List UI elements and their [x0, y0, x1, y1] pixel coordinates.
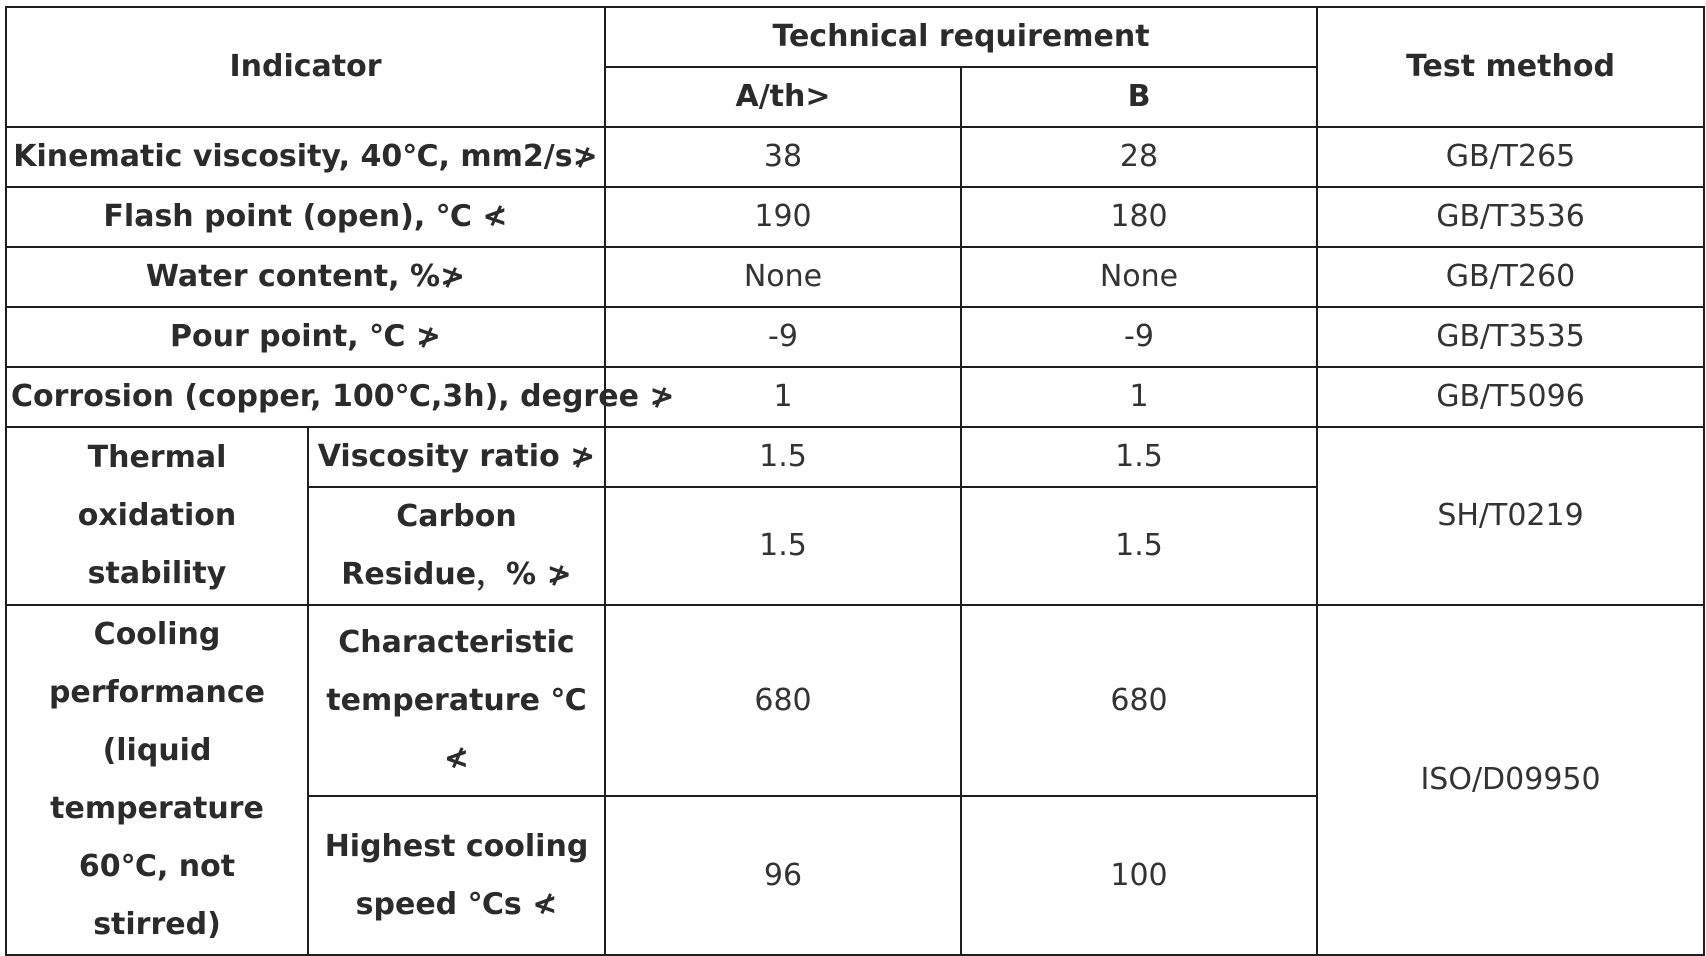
thermal-test-method: SH/T0219 [1317, 427, 1704, 605]
table-row [6, 605, 1704, 796]
row-value-b: 1 [961, 367, 1317, 427]
row-indicator: Pour point, ℃ ≯ [6, 307, 605, 367]
header-col-b: B [961, 67, 1317, 127]
cooling-value-a: 680 [605, 605, 961, 796]
row-value-a: -9 [605, 307, 961, 367]
row-test-method: GB/T5096 [1317, 367, 1704, 427]
header-test-method: Test method [1317, 7, 1704, 127]
row-value-a: None [605, 247, 961, 307]
row-value-b: -9 [961, 307, 1317, 367]
row-test-method: GB/T260 [1317, 247, 1704, 307]
row-test-method: GB/T265 [1317, 127, 1704, 187]
header-technical-requirement: Technical requirement [605, 7, 1317, 67]
row-value-a: 38 [605, 127, 961, 187]
table-row [6, 427, 1704, 487]
row-test-method: GB/T3536 [1317, 187, 1704, 247]
thermal-value-b: 1.5 [961, 427, 1317, 487]
header-indicator: Indicator [6, 7, 605, 127]
row-value-b: None [961, 247, 1317, 307]
row-value-b: 180 [961, 187, 1317, 247]
table-row [6, 187, 1704, 247]
thermal-sub-label: Carbon Residue，% ≯ [308, 487, 605, 605]
cooling-sub-label: Highest cooling speed ℃s ≮ [308, 796, 605, 955]
header-row-1 [6, 7, 1704, 67]
row-indicator: Flash point (open), ℃ ≮ [6, 187, 605, 247]
row-test-method: GB/T3535 [1317, 307, 1704, 367]
cooling-value-b: 680 [961, 605, 1317, 796]
cooling-sub-label: Characteristic temperature ℃ ≮ [308, 605, 605, 796]
thermal-value-b: 1.5 [961, 487, 1317, 605]
cooling-value-b: 100 [961, 796, 1317, 955]
thermal-value-a: 1.5 [605, 487, 961, 605]
row-indicator: Corrosion (copper, 100℃,3h), degree ≯ [6, 367, 605, 427]
thermal-group-label: Thermal oxidation stability [6, 427, 308, 605]
thermal-value-a: 1.5 [605, 427, 961, 487]
thermal-sub-label: Viscosity ratio ≯ [308, 427, 605, 487]
header-col-a: A/th> [605, 67, 961, 127]
table-row [6, 307, 1704, 367]
row-value-a: 1 [605, 367, 961, 427]
table-row [6, 127, 1704, 187]
table-row [6, 367, 1704, 427]
cooling-test-method: ISO/D09950 [1317, 605, 1704, 955]
row-indicator: Water content, %≯ [6, 247, 605, 307]
row-value-a: 190 [605, 187, 961, 247]
spec-table [5, 6, 1705, 956]
row-indicator: Kinematic viscosity, 40℃, mm2/s≯ [6, 127, 605, 187]
row-value-b: 28 [961, 127, 1317, 187]
cooling-value-a: 96 [605, 796, 961, 955]
table-row [6, 247, 1704, 307]
cooling-group-label: Cooling performance (liquid temperature 60℃, not stirred) [6, 605, 308, 955]
